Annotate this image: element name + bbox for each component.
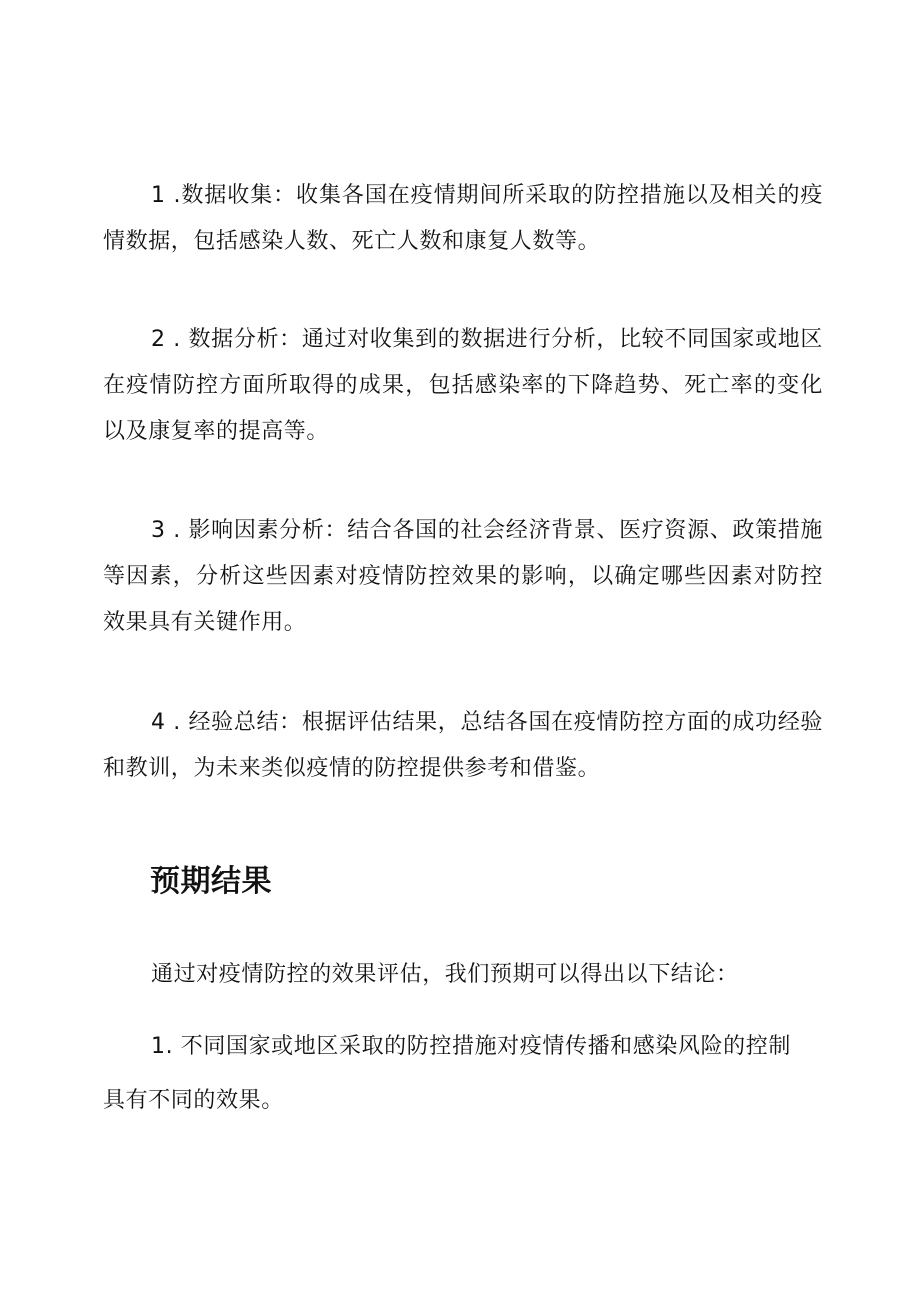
intro-paragraph: 通过对疫情防控的效果评估，我们预期可以得出以下结论：	[151, 962, 739, 987]
result-item-1: 1. 不同国家或地区采取的防控措施对疫情传播和感染风险的控制具有不同的效果。	[103, 1034, 791, 1113]
method-item-2: 2 . 数据分析：通过对收集到的数据进行分析，比较不同国家或地区在疫情防控方面所取得的成果，包括感染率的下降趋势、死亡率的变化以及康复率的提高等。	[103, 327, 823, 444]
method-item-4: 4 . 经验总结：根据评估结果，总结各国在疫情防控方面的成功经验和教训，为未来类似疫情的防控提供参考和借鉴。	[103, 710, 823, 781]
method-item-1: 1 .数据收集：收集各国在疫情期间所采取的防控措施以及相关的疫情数据，包括感染人数、死亡人数和康复人数等。	[103, 183, 823, 254]
method-item-3: 3 . 影响因素分析：结合各国的社会经济背景、医疗资源、政策措施等因素，分析这些因素对疫情防控效果的影响，以确定哪些因素对防控效果具有关键作用。	[103, 518, 823, 635]
section-heading: 预期结果	[150, 864, 272, 899]
